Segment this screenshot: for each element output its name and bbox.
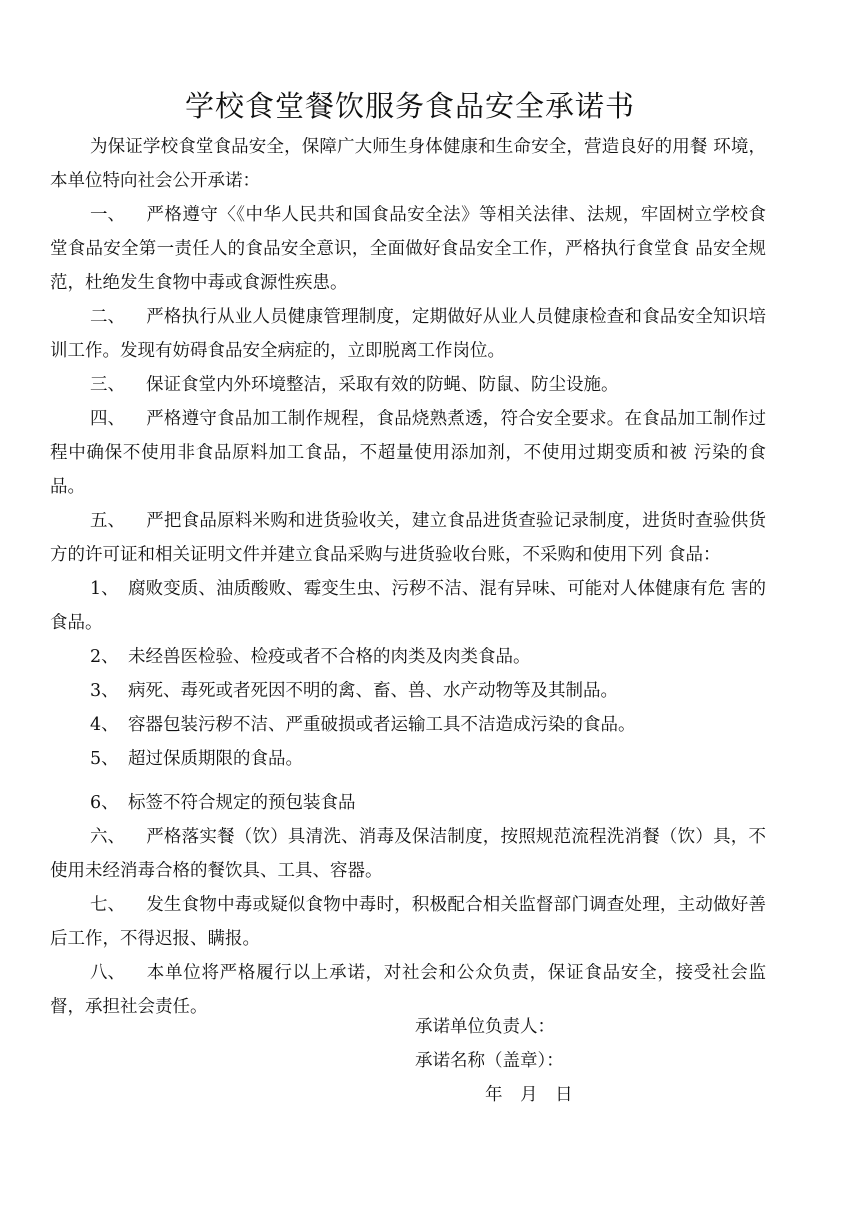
commitment-1-number: 一、	[90, 205, 125, 225]
signature-date: 年 月 日	[485, 1085, 579, 1105]
signature-leader: 承诺单位负责人：	[415, 1017, 555, 1037]
sub-item-1-number: 1、	[90, 579, 119, 599]
commitment-5-number: 五、	[90, 511, 125, 531]
commitment-2-text: 严格执行从业人员健康管理制度，定期做好从业人员健康检查和食品安全知识培训工作。发现有妨碍食品安全病症的，立即脱离工作岗位。	[50, 307, 766, 361]
sub-item-3-number: 3、	[90, 681, 119, 701]
commitment-4-text: 严格遵守食品加工制作规程，食品烧熟煮透，符合安全要求。在食品加工制作过程中确保不使用非食品原料加工食品，不超量使用添加剂，不使用过期变质和被 污染的食品。	[50, 409, 766, 497]
commitment-8-number: 八、	[90, 963, 125, 983]
commitment-7-number: 七、	[90, 895, 125, 915]
commitment-8	[50, 956, 766, 1024]
commitment-7-text: 发生食物中毒或疑似食物中毒时，积极配合相关监督部门调查处理，主动做好善后工作，不得迟报、瞒报。	[50, 895, 766, 949]
commitment-6	[50, 820, 766, 888]
sub-item-5	[50, 742, 766, 776]
commitment-4	[50, 402, 766, 504]
sub-item-2	[50, 640, 766, 674]
sub-item-6	[50, 786, 766, 820]
sub-item-2-number: 2、	[90, 647, 119, 667]
sub-item-3-text: 病死、毒死或者死因不明的禽、畜、兽、水产动物等及其制品。	[128, 681, 618, 701]
document-body	[50, 130, 766, 1024]
sub-item-4-number: 4、	[90, 715, 119, 735]
commitment-2	[50, 300, 766, 368]
sub-item-5-text: 超过保质期限的食品。	[128, 749, 303, 769]
intro-paragraph: 为保证学校食堂食品安全，保障广大师生身体健康和生命安全，营造良好的用餐 环境，本单位特向社会公开承诺：	[50, 137, 766, 191]
sub-item-4	[50, 708, 766, 742]
sub-item-1-text: 腐败变质、油质酸败、霉变生虫、污秽不洁、混有异味、可能对人体健康有危 害的食品。	[50, 579, 766, 633]
sub-item-4-text: 容器包装污秽不洁、严重破损或者运输工具不洁造成污染的食品。	[128, 715, 636, 735]
commitment-2-number: 二、	[90, 307, 125, 327]
signature-name-seal: 承诺名称（盖章）：	[415, 1051, 564, 1071]
commitment-6-number: 六、	[90, 827, 125, 847]
commitment-1	[50, 198, 766, 300]
commitment-3-text: 保证食堂内外环境整洁，采取有效的防蝇、防鼠、防尘设施。	[146, 375, 619, 395]
sub-item-3	[50, 674, 766, 708]
commitment-5	[50, 504, 766, 572]
sub-item-6-text: 标签不符合规定的预包装食品	[128, 793, 356, 813]
sub-item-1	[50, 572, 766, 640]
commitment-8-text: 本单位将严格履行以上承诺，对社会和公众负责，保证食品安全，接受社会监督，承担社会责任。	[50, 963, 766, 1017]
sub-item-2-text: 未经兽医检验、检疫或者不合格的肉类及肉类食品。	[128, 647, 531, 667]
commitment-7	[50, 888, 766, 956]
commitment-1-text: 严格遵守〈《中华人民共和国食品安全法》等相关法律、法规，牢固树立学校食堂食品安全第一责任人的食品安全意识，全面做好食品安全工作，严格执行食堂食 品安全规范，杜绝发生食物中毒或食源性疾患。	[50, 205, 766, 293]
commitment-4-number: 四、	[90, 409, 125, 429]
commitment-3-number: 三、	[90, 375, 125, 395]
commitment-3	[50, 368, 766, 402]
sub-item-5-number: 5、	[90, 749, 119, 769]
sub-item-6-number: 6、	[90, 793, 119, 813]
commitment-6-text: 严格落实餐（饮）具清洗、消毒及保洁制度，按照规范流程洗消餐（饮）具，不使用未经消毒合格的餐饮具、工具、容器。	[50, 827, 766, 881]
commitment-5-text: 严把食品原料米购和进货验收关，建立食品进货查验记录制度，进货时查验供货方的许可证和相关证明文件并建立食品采购与进货验收台账，不采购和使用下列 食品：	[50, 511, 766, 565]
document-title: 学校食堂餐饮服务食品安全承诺书	[184, 89, 635, 123]
